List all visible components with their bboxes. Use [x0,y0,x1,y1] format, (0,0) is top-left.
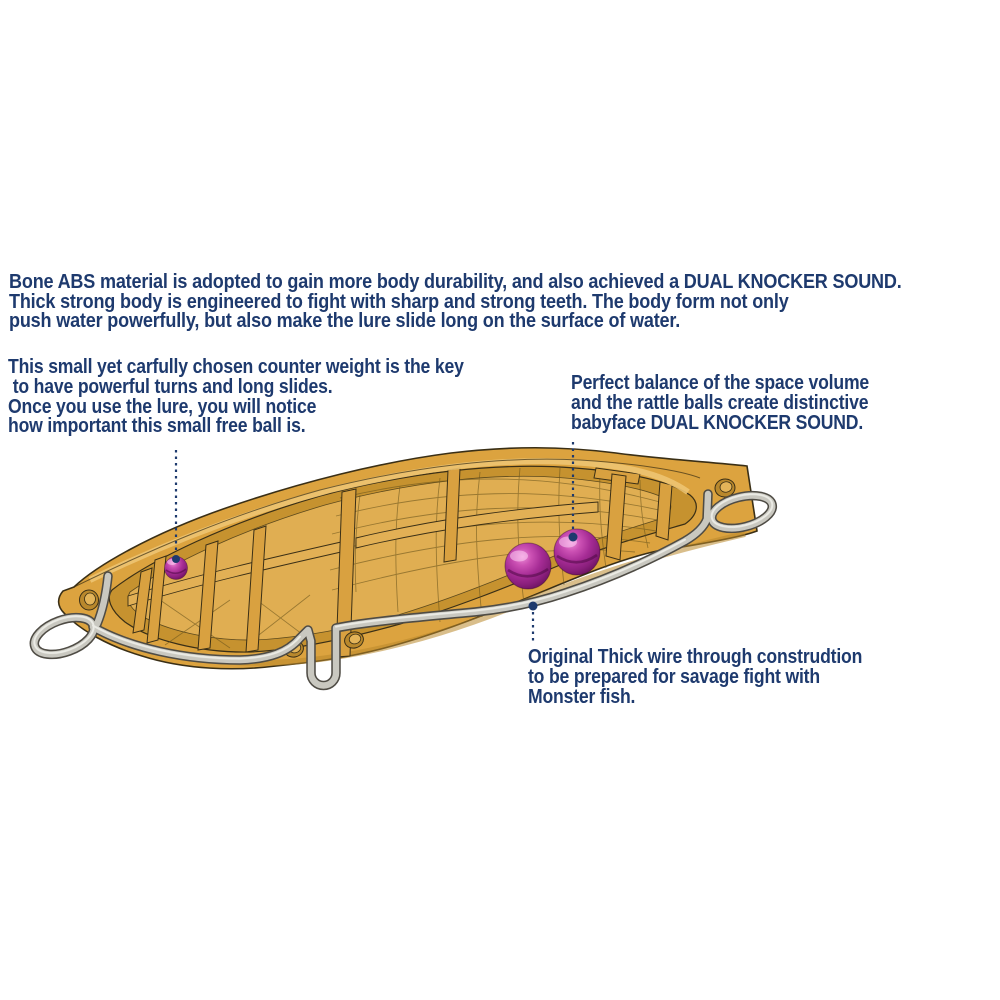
intro-text [9,272,902,331]
text-line: babyface DUAL KNOCKER SOUND. [571,411,864,434]
text-line: Perfect balance of the space volume [571,372,870,394]
callout-rattle-balls [571,374,869,433]
text-line: Thick strong body is engineered to fight with sharp and strong teeth. The body form not only [9,289,789,313]
text-line: Original Thick wire through construdtion [528,646,863,668]
leader-dot-counter-weight [172,555,180,563]
callout-wire [528,648,862,707]
text-line: and the rattle balls create distinctive [571,391,869,414]
text-line: to be prepared for savage fight with [528,665,820,688]
text-line: Once you use the lure, you will notice [8,395,317,418]
callout-counterweight [8,358,464,437]
text-line: to have powerful turns and long slides. [8,375,333,398]
rattle-ball-left [505,543,551,589]
text-line: This small yet carfully chosen counter weight is the key [8,356,464,378]
text-line: Monster fish. [528,685,636,708]
text-line: how important this small free ball is. [8,415,306,438]
text-line: push water powerfully, but also make the lure slide long on the surface of water. [9,309,681,333]
leader-dot-wire [529,602,538,611]
leader-dot-rattle-balls [569,533,578,542]
text-line: Bone ABS material is adopted to gain more body durability, and also achieved a DUAL KNOCKER SOUND. [9,270,902,293]
